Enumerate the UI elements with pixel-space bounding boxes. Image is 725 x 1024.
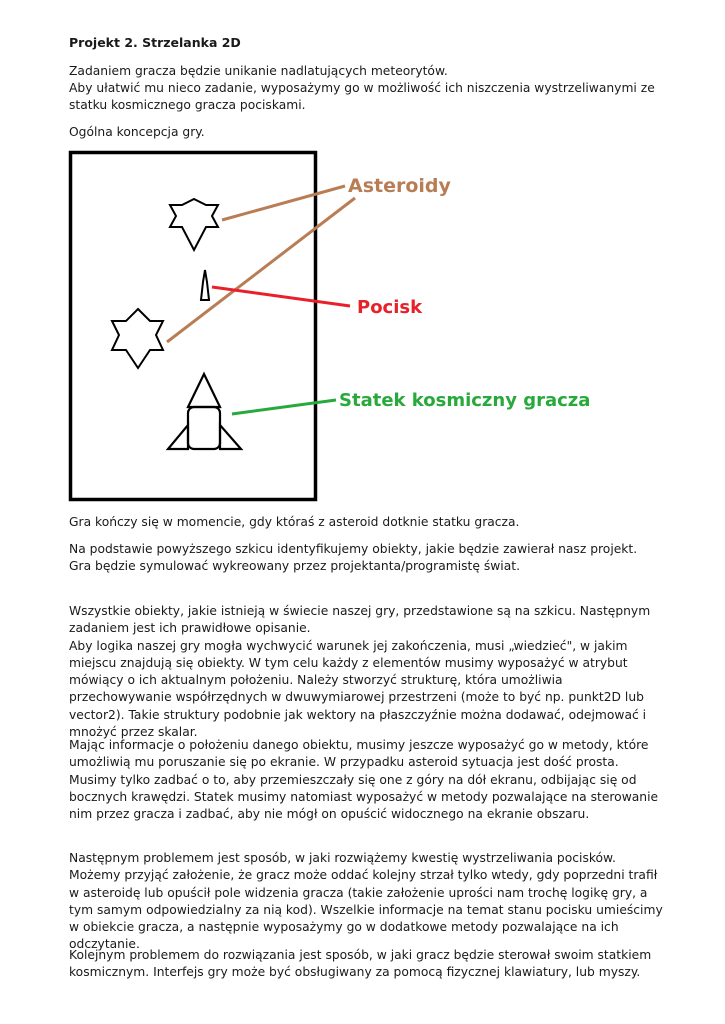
paragraph-objects: Na podstawie powyższego szkicu identyfikujemy obiekty, jakie będzie zawierał nasz projekt. Gra będzie symulować wykreowany przez projektanta/programistę świat.	[69, 542, 638, 574]
asteroid-callout-line	[222, 186, 345, 220]
ship-callout-line	[232, 400, 336, 414]
asteroid-star-icon	[112, 309, 163, 368]
player-ship-icon	[168, 374, 241, 449]
paragraph-controls: Kolejnym problemem do rozwiązania jest sposób, w jaki gracz będzie sterował swoim statkiem kosmicznym. Interfejs gry może być obsługiwany za pomocą fizycznej klawiatury, lub myszy.	[69, 948, 652, 980]
game-concept-sketch	[0, 140, 725, 510]
ship-label: Statek kosmiczny gracza	[339, 390, 591, 411]
paragraph-shooting: Następnym problemem jest sposób, w jaki rozwiążemy kwestię wystrzeliwania pocisków. Możemy przyjąć założenie, że gracz może oddać kolejny strzał tylko wtedy, gdy poprzedni trafił w asteroidę lub opuścił pole widzenia gracza (takie założenie uprości nam trochę logikę gry, a tym samym odpowiedzialny za nią kod). Wszelkie informacje na temat stanu pocisku umieścimy w obiekcie gracza, a następnie wyposażymy go w dodatkowe metody pozwalające na ich odczytanie.	[69, 851, 663, 952]
paragraph-positions: Wszystkie obiekty, jakie istnieją w świecie naszej gry, przedstawione są na szkicu. Następnym zadaniem jest ich prawidłowe opisanie. Aby logika naszej gry mogła wychwycić warunek jej zakończenia, musi „wiedzieć", w jakim miejscu znajdują się obiekty. W tym celu każdy z elementów musimy wyposażyć w atrybut mówiący o ich aktualnym położeniu. Należy stworzyć strukturę, która umożliwia przechowywanie współrzędnych w dwuwymiarowej przestrzeni (może to być np. punkt2D lub vector2). Takie struktury podobnie jak wektory na płaszczyźnie można dodawać, odejmować i mnożyć przez skalar.	[69, 604, 651, 740]
paragraph-movement: Mając informacje o położeniu danego obiektu, musimy jeszcze wyposażyć go w metody, które umożliwią mu poruszanie się po ekranie. W przypadku asteroid sytuacja jest dość prosta. Musimy tylko zadbać o to, aby przemieszczały się one z góry na dół ekranu, odbijając się od bocznych krawędzi. Statek musimy natomiast wyposażyć w metody pozwalające na sterowanie nim przez gracza i zadbać, aby nie mógł on opuścić widocznego na ekranie obszaru.	[69, 738, 659, 822]
bullet-callout-line	[212, 287, 350, 306]
asteroid-callout-line	[167, 198, 355, 342]
intro-line-2: Aby ułatwić mu nieco zadanie, wyposażymy go w możliwość ich niszczenia wystrzeliwanymi ze statku kosmicznego gracza pociskami.	[69, 81, 655, 113]
bullet-icon	[201, 270, 209, 300]
paragraph-game-end: Gra kończy się w momencie, gdy któraś z asteroid dotknie statku gracza.	[69, 515, 520, 529]
asteroids-label: Asteroidy	[348, 175, 451, 197]
bullet-label: Pocisk	[357, 297, 423, 318]
concept-heading: Ogólna koncepcja gry.	[69, 125, 205, 139]
intro-line-1: Zadaniem gracza będzie unikanie nadlatujących meteorytów.	[69, 64, 448, 78]
document-title: Projekt 2. Strzelanka 2D	[69, 35, 241, 50]
asteroid-star-icon	[170, 199, 218, 250]
